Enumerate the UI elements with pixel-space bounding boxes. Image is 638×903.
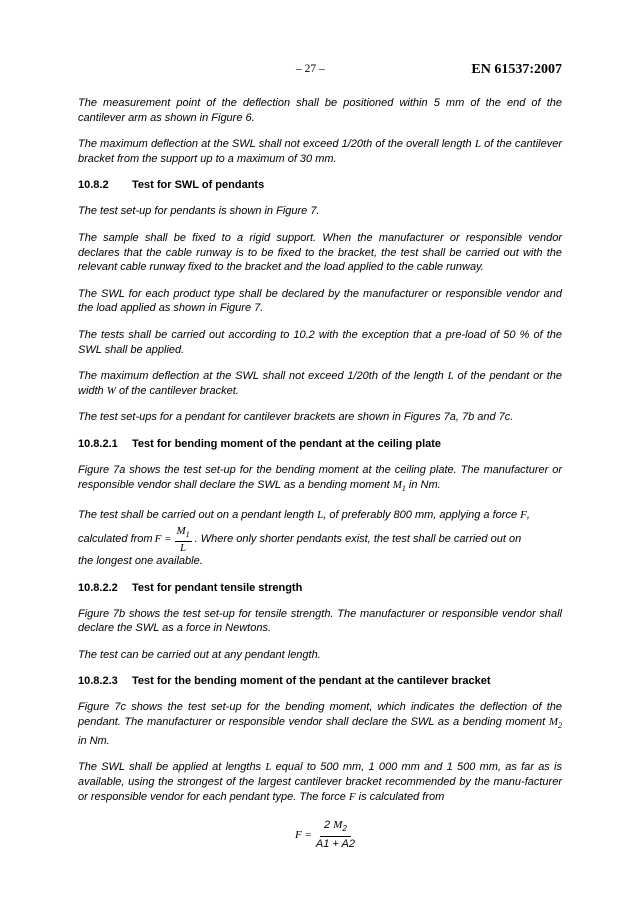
- section-heading-10-8-2-3: 10.8.2.3 Test for the bending moment of the pendant at the cantilever bracket: [78, 675, 491, 688]
- paragraph-max-deflection-cantilever: The maximum deflection at the SWL shall not exceed 1/20th of the overall length L of the cantilever bracket from the support up to a maximum of 30 mm.: [78, 138, 562, 165]
- paragraph-sample-fixed: The sample shall be fixed to a rigid support. When the manufacturer or responsible vendor declares that the cable runway is to be fixed to the bracket, the test shall be carried out with the relevant cable runway fixed to the bracket and the load applied to the cable runway.: [78, 231, 562, 274]
- paragraph-pendant-length-test: The test shall be carried out on a pendant length L, of preferably 800 mm, applying a force F,: [78, 509, 530, 522]
- document-id: EN 61537:2007: [471, 62, 562, 77]
- document-body: [78, 96, 562, 851]
- paragraph-swl-lengths: The SWL shall be applied at lengths L equal to 500 mm, 1 000 mm and 1 500 mm, as far as is available, using the strongest of the largest cantilever bracket recommended by the manu-facturer or responsible vendor for each pendant type. The force F is calculated from: [78, 761, 562, 803]
- variable-L: L: [474, 138, 481, 151]
- paragraph-figures-7abc: The test set-ups for a pendant for cantilever brackets are shown in Figures 7a, 7b and 7c.: [78, 411, 514, 424]
- section-heading-10-8-2-2: 10.8.2.2 Test for pendant tensile strength: [78, 581, 303, 594]
- page-number: – 27 –: [296, 63, 325, 75]
- paragraph-any-length: The test can be carried out at any pendant length.: [78, 648, 321, 661]
- paragraph-preload: The tests shall be carried out according to 10.2 with the exception that a pre-load of 50 % of the SWL shall be applied.: [78, 328, 562, 356]
- paragraph-measurement-point: The measurement point of the deflection shall be positioned within 5 mm of the end of the cantilever arm as shown in Figure 6.: [78, 97, 562, 124]
- inline-fraction-m1-over-l: $\frac{M_1}{L}$: [176, 524, 190, 555]
- paragraph-figure-7b: Figure 7b shows the test set-up for tensile strength. The manufacturer or responsible vendor shall declare the SWL as a force in Newtons.: [78, 607, 562, 635]
- paragraph-figure-7a: Figure 7a shows the test set-up for the bending moment at the ceiling plate. The manufacturer or responsible vendor shall declare the SWL as a bending moment $M_1$ in Nm.: [78, 463, 562, 493]
- paragraph-max-deflection-pendant: The maximum deflection at the SWL shall not exceed 1/20th of the length L of the pendant or the width W of the cantilever bracket.: [78, 370, 562, 397]
- paragraph-swl-declared: The SWL for each product type shall be declared by the manufacturer or responsible vendor and the load applied as shown in Figure 7.: [78, 287, 562, 315]
- page-header: [0, 62, 638, 80]
- paragraph-force-formula-line: calculated from F = $\frac{M_1}{L}$ . Where only shorter pendants exist, the test shall be carried out on: [78, 524, 522, 555]
- section-heading-10-8-2-1: 10.8.2.1 Test for bending moment of the pendant at the ceiling plate: [78, 437, 442, 450]
- formula-fraction: $\frac{2 M_2}{A1 + A2}$: [315, 819, 355, 851]
- section-heading-10-8-2: 10.8.2 Test for SWL of pendants: [78, 179, 265, 192]
- paragraph-figure-7c: Figure 7c shows the test set-up for the bending moment, which indicates the deflection of the pendant. The manufacturer or responsible vendor shall declare the SWL as a bending moment $M_2$ in Nm.: [78, 701, 562, 747]
- force-formula: F = $\frac{2 M_2}{A1 + A2}$: [295, 819, 355, 851]
- paragraph-pendant-setup: The test set-up for pendants is shown in Figure 7.: [78, 205, 320, 218]
- paragraph-longest-available: the longest one available.: [78, 555, 203, 568]
